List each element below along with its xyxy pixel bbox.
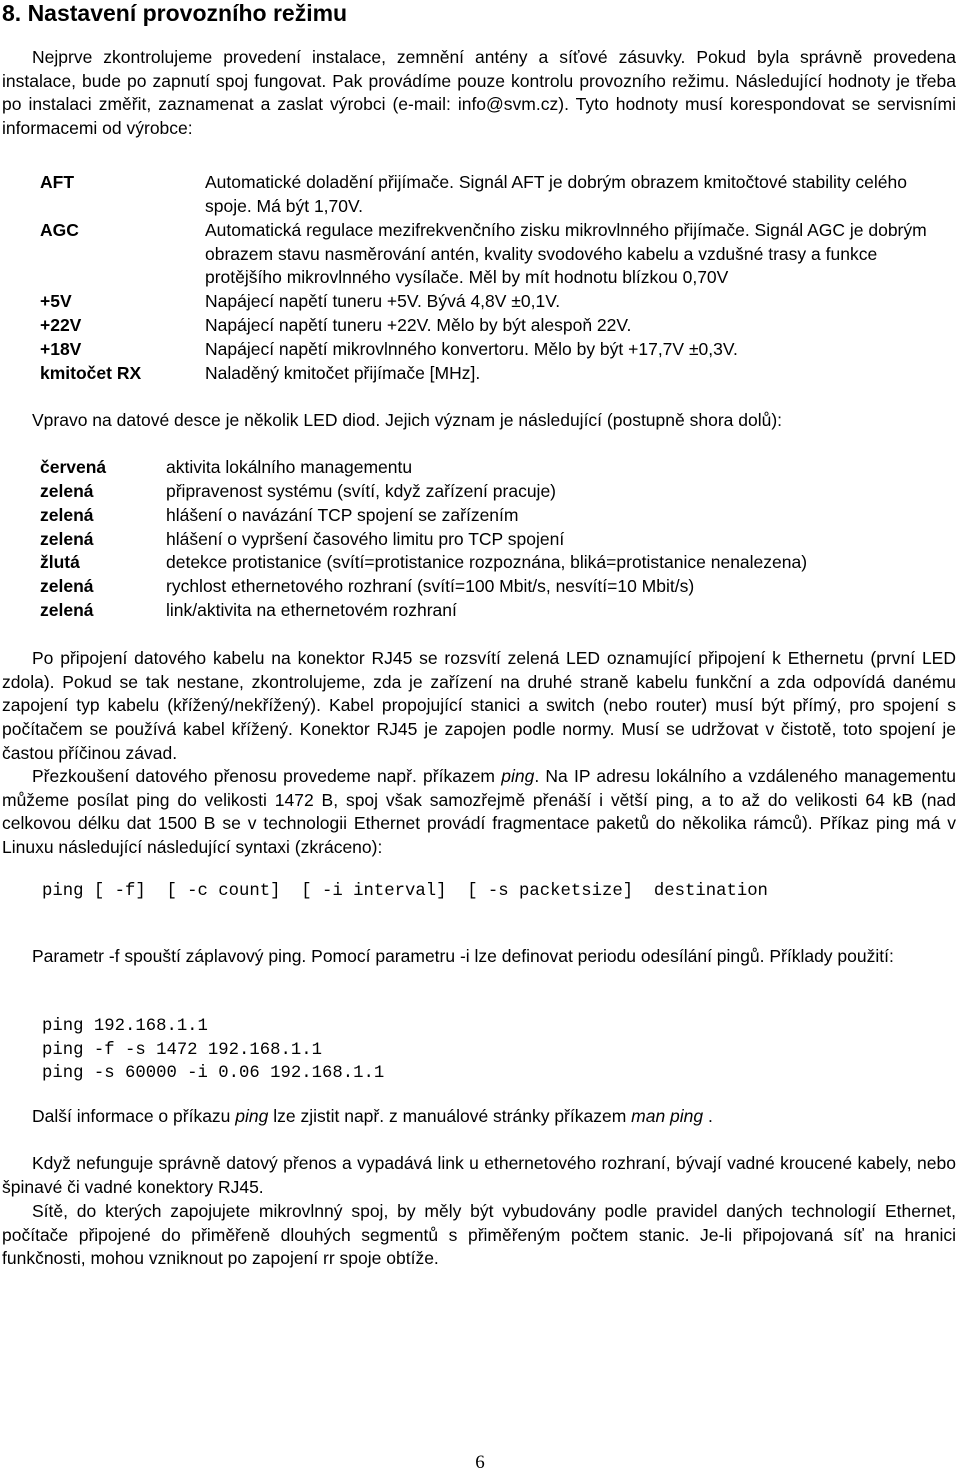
param-term-18v: +18V	[40, 339, 82, 359]
param-def-rx: Naladěný kmitočet přijímače [MHz].	[205, 363, 481, 383]
param-term-aft: AFT	[40, 172, 75, 192]
more-info-text: lze zjistit např. z manuálové stránky příkazem	[268, 1106, 632, 1126]
example-command: ping -f -s 1472 192.168.1.1	[42, 1041, 323, 1060]
ping-para-text: Přezkoušení datového přenosu provedeme např. příkazem	[32, 766, 502, 786]
networks-paragraph: Sítě, do kterých zapojujete mikrovlnný spoj, by měly být vybudovány podle pravidel daných technologií Ethernet, počítače připojené do přiměřeně dlouhých segmentů s přiměřeným počtem stanic. Je-li připojovaná síť na hranici funkčnosti, mohou vzniknout po zapojení rr spoje obtíže.	[2, 1201, 956, 1269]
param-def-5v: Napájecí napětí tuneru +5V. Bývá 4,8V ±0,1V.	[205, 291, 561, 311]
led-meaning: připravenost systému (svítí, když zařízení pracuje)	[166, 481, 556, 501]
example-command: ping -s 60000 -i 0.06 192.168.1.1	[42, 1064, 385, 1083]
more-info-line	[32, 1105, 713, 1129]
ping-paragraph	[2, 765, 956, 860]
more-info-text: Další informace o příkazu	[32, 1106, 236, 1126]
param-term-agc: AGC	[40, 220, 79, 240]
ping-command-inline: ping	[501, 766, 535, 786]
ping-command-inline: ping	[235, 1106, 269, 1126]
param-term-5v: +5V	[40, 291, 72, 311]
led-color: zelená	[40, 505, 94, 525]
ping-para-text: . Na IP adresu lokálního a vzdáleného managementu můžeme posílat ping do velikosti 1472 B, spoj však samozřejmě přenáší i větší ping, a to až do velikosti 64 kB (nad celkovou délku dat 1500 B se v technologii Ethernet provádí fragmentace paketů do několika rámců). Příkaz ping má v Linuxu následující následující syntaxi (zkráceno):	[2, 766, 956, 858]
led-meaning: detekce protistanice (svítí=protistanice rozpoznána, bliká=protistanice nenalezena)	[166, 552, 808, 572]
led-color: zelená	[40, 481, 94, 501]
led-meaning: aktivita lokálního managementu	[166, 457, 413, 477]
more-info-text: .	[703, 1106, 713, 1126]
link-paragraph: Když nefunguje správně datový přenos a vypadává link u ethernetového rozhraní, bývají vadné kroucené kabely, nebo špinavé či vadné konektory RJ45.	[2, 1153, 956, 1197]
intro-paragraph: Nejprve zkontrolujeme provedení instalace, zemnění antény a síťové zásuvky. Pokud byla správně provedena instalace, bude po zapnutí spoj fungovat. Pak provádíme pouze kontrolu provozního režimu. Následující hodnoty je třeba po instalaci změřit, zaznamenat a zaslat výrobci (e-mail: info@svm.cz). Tyto hodnoty musí korespondovat se servisními informacemi od výrobce:	[2, 47, 956, 139]
led-color: zelená	[40, 576, 94, 596]
led-meaning: link/aktivita na ethernetovém rozhraní	[166, 600, 457, 620]
page-number: 6	[475, 1452, 485, 1473]
section-title: 8. Nastavení provozního režimu	[2, 0, 348, 26]
param-term-rx: kmitočet RX	[40, 363, 142, 383]
param-def-18v: Napájecí napětí mikrovlnného konvertoru. Mělo by být +17,7V ±0,3V.	[205, 339, 738, 359]
led-meaning: hlášení o navázání TCP spojení se zařízením	[166, 505, 519, 525]
parameter-paragraph: Parametr -f spouští záplavový ping. Pomocí parametru -i lze definovat periodu odesílání pingů. Příklady použití:	[32, 946, 894, 966]
rj45-paragraph: Po připojení datového kabelu na konektor RJ45 se rozsvítí zelená LED oznamující připojení k Ethernetu (první LED zdola). Pokud se tak nestane, zkontrolujeme, zda je zařízení na druhé straně kabelu funkční a zda odpovídá danému zapojení typ kabelu (křížený/nekřížený). Kabel propojující stanici a switch (nebo router) musí být přímý, pro spojení s počítačem se používá kabel křížený. Konektor RJ45 je zapojen podle normy. Musí se udržovat v čistotě, toto spojení je častou příčinou závad.	[2, 648, 956, 763]
param-def-22v: Napájecí napětí tuneru +22V. Mělo by být alespoň 22V.	[205, 315, 632, 335]
man-command-inline: man ping	[631, 1106, 704, 1126]
param-def-aft: Automatické doladění přijímače. Signál AFT je dobrým obrazem kmitočtové stability celého spoje. Má být 1,70V.	[205, 172, 907, 216]
led-intro: Vpravo na datové desce je několik LED diod. Jejich význam je následující (postupně shora dolů):	[32, 410, 783, 430]
led-meaning: rychlost ethernetového rozhraní (svítí=100 Mbit/s, nesvítí=10 Mbit/s)	[166, 576, 695, 596]
led-color: žlutá	[40, 552, 80, 572]
param-term-22v: +22V	[40, 315, 82, 335]
example-command: ping 192.168.1.1	[42, 1017, 208, 1036]
ping-syntax: ping [ -f] [ -c count] [ -i interval] [ -s packetsize] destination	[42, 882, 768, 901]
led-meaning: hlášení o vypršení časového limitu pro TCP spojení	[166, 529, 565, 549]
led-color: zelená	[40, 529, 94, 549]
led-color: červená	[40, 457, 107, 477]
param-def-agc: Automatická regulace mezifrekvenčního zisku mikrovlnného přijímače. Signál AGC je dobrým obrazem stavu nasměrování antén, kvality svodového kabelu a vzdušné trasy a funkce protějšího mikrovlnného vysílače. Měl by mít hodnotu blízkou 0,70V	[205, 220, 927, 288]
led-color: zelená	[40, 600, 94, 620]
